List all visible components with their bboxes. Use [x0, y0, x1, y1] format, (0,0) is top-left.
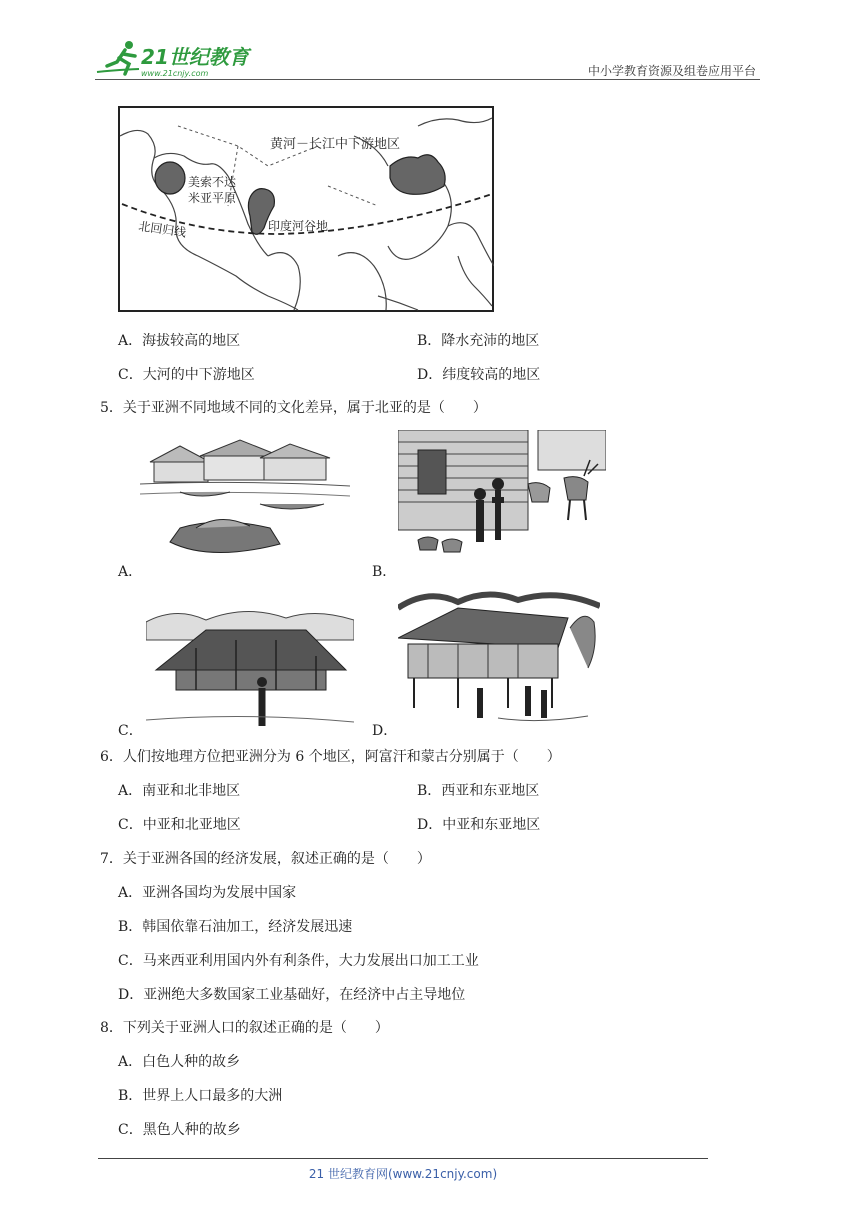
q7-option-d: D．亚洲绝大多数国家工业基础好，在经济中占主导地位	[118, 987, 466, 1003]
map-label-indus: 印度河谷地	[268, 219, 329, 233]
yellow-yangtze-region	[390, 155, 445, 195]
logo-title: 21世纪教育	[141, 45, 249, 69]
q8-option-c: C．黑色人种的故乡	[118, 1122, 241, 1138]
map-label-mesopotamia-1: 美索不达	[188, 175, 237, 189]
q5-stem: 5．关于亚洲不同地域不同的文化差异，属于北亚的是（ ）	[100, 400, 487, 416]
q4-option-c: C．大河的中下游地区	[118, 367, 255, 383]
q5-label-c: C．	[118, 723, 143, 739]
header-platform-text: 中小学教育资源及组卷应用平台	[587, 64, 756, 78]
q5-label-d: D．	[372, 723, 398, 739]
q4-option-d: D．纬度较高的地区	[417, 367, 541, 383]
q8-stem: 8．下列关于亚洲人口的叙述正确的是（ ）	[100, 1020, 389, 1036]
q5-picture-c-nomad-tent	[146, 600, 354, 730]
q6-option-c: C．中亚和北亚地区	[118, 817, 241, 833]
q7-option-a: A．亚洲各国均为发展中国家	[118, 885, 297, 901]
q4-option-a: A．海拔较高的地区	[118, 333, 241, 349]
q5-picture-d-stilt-house	[398, 588, 600, 728]
q6-option-a: A．南亚和北非地区	[118, 783, 241, 799]
q8-option-b: B．世界上人口最多的大洲	[118, 1088, 283, 1104]
q5-label-a: A．	[118, 564, 143, 580]
q6-option-d: D．中亚和东亚地区	[417, 817, 541, 833]
map-label-mesopotamia-2: 米亚平原	[188, 191, 237, 205]
map-label-tropic: 北回归线	[137, 219, 188, 240]
logo-url: www.21cnjy.com	[141, 69, 209, 78]
q4-option-b: B．降水充沛的地区	[417, 333, 540, 349]
footer-site-link[interactable]: 21 世纪教育网(www.21cnjy.com)	[308, 1167, 498, 1181]
q6-option-b: B．西亚和东亚地区	[417, 783, 540, 799]
q6-stem: 6．人们按地理方位把亚洲分为 6 个地区，阿富汗和蒙古分别属于（ ）	[100, 749, 561, 765]
q5-label-b: B．	[372, 564, 397, 580]
map-label-huanghe: 黄河－长江中下游地区	[270, 137, 401, 152]
q5-picture-a-water-village	[140, 432, 350, 570]
footer-divider	[98, 1158, 708, 1159]
site-logo	[95, 36, 265, 80]
q8-option-a: A．白色人种的故乡	[118, 1054, 241, 1070]
asia-civilization-map	[118, 106, 494, 312]
q7-stem: 7．关于亚洲各国的经济发展，叙述正确的是（ ）	[100, 851, 431, 867]
header-divider	[95, 79, 760, 80]
mesopotamia-region	[155, 162, 185, 194]
q5-picture-b-reindeer-sled	[398, 430, 606, 570]
q7-option-c: C．马来西亚利用国内外有利条件，大力发展出口加工工业	[118, 953, 479, 969]
q7-option-b: B．韩国依靠石油加工，经济发展迅速	[118, 919, 353, 935]
